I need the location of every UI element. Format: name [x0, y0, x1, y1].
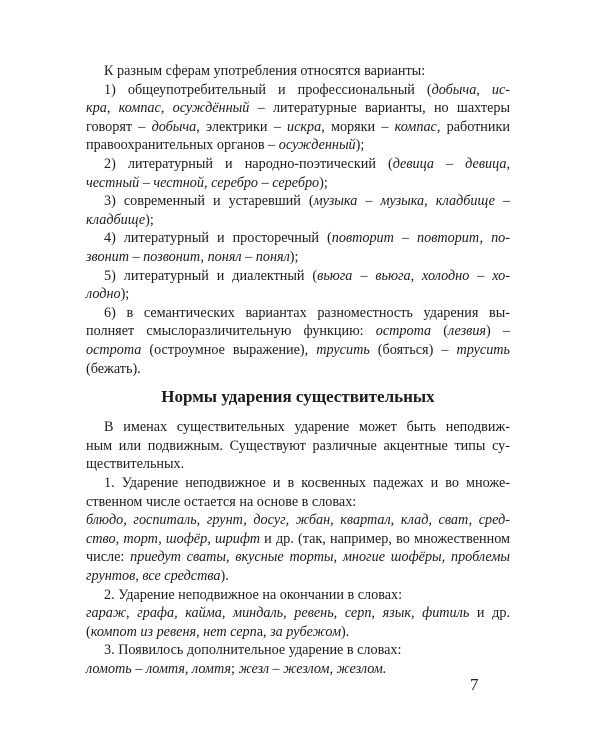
text-run: – литературные варианты, но шахтеры — [249, 100, 510, 117]
text-run: 2) литературный и народно-поэтический ( — [104, 156, 393, 172]
text-line — [86, 604, 510, 622]
text-run: ( — [431, 323, 448, 340]
text-line — [86, 211, 510, 229]
text-run: ); — [289, 249, 299, 265]
text-run: ). — [220, 568, 229, 584]
italic-example: осуждённый — [172, 100, 250, 117]
text-run: правоохранительных органов – — [86, 137, 279, 154]
text-run: 3) современный и устаревший ( — [104, 193, 314, 210]
italic-example: кра — [86, 100, 107, 117]
text-run: 1) общеупотребительный и профессиональный ( — [104, 81, 432, 98]
italic-example: ство, торт, шофёр, шрифт — [86, 530, 260, 547]
italic-example: компас — [118, 100, 161, 117]
text-line — [86, 455, 510, 473]
section-heading: Нормы ударения существительных — [161, 387, 435, 407]
text-run: ); — [319, 174, 328, 191]
text-line — [86, 567, 510, 585]
text-run: (бежать). — [86, 360, 141, 377]
italic-example: девица – девица — [392, 156, 507, 172]
text-line — [86, 493, 510, 511]
text-run: 2. Ударение неподвижное на окончании в словах: — [104, 586, 403, 603]
text-line — [86, 623, 510, 641]
italic-example: компас — [394, 118, 437, 135]
italic-example: жезл – жезлом, жезлом. — [238, 661, 387, 677]
text-run: 1. Ударение неподвижное и в косвенных падежах и во множе- — [104, 475, 510, 491]
text-line — [86, 136, 510, 154]
text-run: , — [476, 81, 492, 98]
text-run: (бояться) – — [369, 342, 457, 358]
text-line — [104, 192, 510, 210]
text-line — [104, 155, 510, 173]
italic-example: лодно — [86, 286, 121, 303]
intro-line: К разным сферам употребления относятся варианты: — [104, 63, 426, 79]
text-run: ственном числе остается на основе в словах: — [86, 493, 357, 510]
text-line — [86, 99, 510, 117]
text-run: и др. — [469, 605, 510, 622]
text-line — [104, 267, 510, 285]
text-line — [86, 548, 510, 566]
italic-example: вьюга – вьюга, холодно – хо- — [317, 267, 510, 284]
text-run: 5) литературный и диалектный ( — [104, 267, 318, 284]
text-run: (остроумное выражение), — [141, 342, 317, 358]
italic-example: добыча — [431, 81, 477, 98]
text-line — [104, 229, 510, 247]
text-line — [86, 437, 510, 455]
text-run: 4) литературный и просторечный ( — [104, 230, 332, 247]
italic-example: лезвия — [447, 323, 487, 340]
italic-example: повторит – повторит, по- — [331, 230, 510, 247]
text-line — [104, 474, 510, 492]
text-line — [86, 118, 510, 136]
text-line — [104, 418, 510, 436]
text-run: и др. (так, например, во множественном — [259, 530, 511, 547]
text-run: , моряки – — [321, 118, 395, 135]
text-line — [86, 660, 510, 678]
italic-example: трусить — [456, 342, 510, 358]
text-run: , — [506, 156, 510, 172]
text-run: , работники — [436, 118, 510, 135]
text-line — [86, 360, 510, 378]
text-run: числе: — [86, 549, 131, 566]
italic-example: грунтов, все средства — [86, 568, 221, 584]
text-run: ); — [120, 286, 130, 303]
italic-example: звонит – позвонит, понял – понял — [86, 249, 290, 265]
italic-example: компот из ревеня, нет серп — [90, 623, 257, 640]
text-run: ); — [145, 211, 154, 228]
italic-example: острота — [375, 323, 432, 340]
text-run: ; — [231, 661, 239, 677]
italic-example: кладбище — [86, 211, 146, 228]
text-line — [104, 586, 510, 604]
italic-example: приедут сваты, вкусные торты, многие шофёры, проблемы — [130, 549, 511, 566]
italic-example: искра — [287, 118, 322, 135]
italic-example: за рубежом — [270, 623, 342, 640]
italic-example: музыка – музыка, кладбище – — [313, 193, 510, 210]
text-run: ным или подвижным. Существуют различные акцентные типы су- — [86, 437, 510, 454]
text-run: , — [160, 100, 173, 117]
italic-example: острота — [86, 342, 142, 358]
italic-example: блюдо, госпиталь, грунт, досуг, жбан, квартал, клад, сват, сред- — [86, 512, 510, 529]
text-run: 3. Появилось дополнительное ударение в словах: — [104, 642, 402, 659]
italic-example: гараж, графа, кайма, миндаль, ревень, серп, язык, фитиль — [86, 605, 470, 622]
text-run: говорят – — [86, 118, 152, 135]
text-line — [86, 285, 510, 303]
text-run: полняет смыслоразличительную функцию: — [86, 323, 376, 340]
text-line — [86, 530, 510, 548]
text-line — [86, 341, 510, 359]
text-run: а, — [256, 623, 271, 640]
italic-example: честный – честной, серебро – серебро — [86, 174, 320, 191]
italic-example: добыча — [151, 118, 197, 135]
text-line — [104, 304, 510, 322]
text-line — [86, 174, 510, 192]
italic-example: ломоть – ломтя, ломтя — [86, 661, 232, 677]
italic-example: трусить — [316, 342, 370, 358]
text-run: , — [106, 100, 119, 117]
text-run: , электрики – — [196, 118, 287, 135]
text-run: 6) в семантических вариантах разноместность ударения вы- — [104, 304, 510, 321]
text-line — [86, 322, 510, 340]
text-line — [86, 248, 510, 266]
page-number: 7 — [470, 675, 479, 694]
text-run: ); — [355, 137, 365, 154]
text-run: В именах существительных ударение может быть неподвиж- — [104, 419, 510, 436]
text-run: ществительных. — [86, 456, 185, 473]
text-run: ) – — [486, 323, 510, 340]
text-line — [104, 641, 510, 659]
text-line — [104, 81, 510, 99]
italic-example: осужденный — [278, 137, 356, 154]
italic-example: ис- — [491, 81, 511, 98]
text-run: ( — [86, 623, 91, 640]
text-line — [86, 511, 510, 529]
text-run: ). — [341, 623, 350, 640]
